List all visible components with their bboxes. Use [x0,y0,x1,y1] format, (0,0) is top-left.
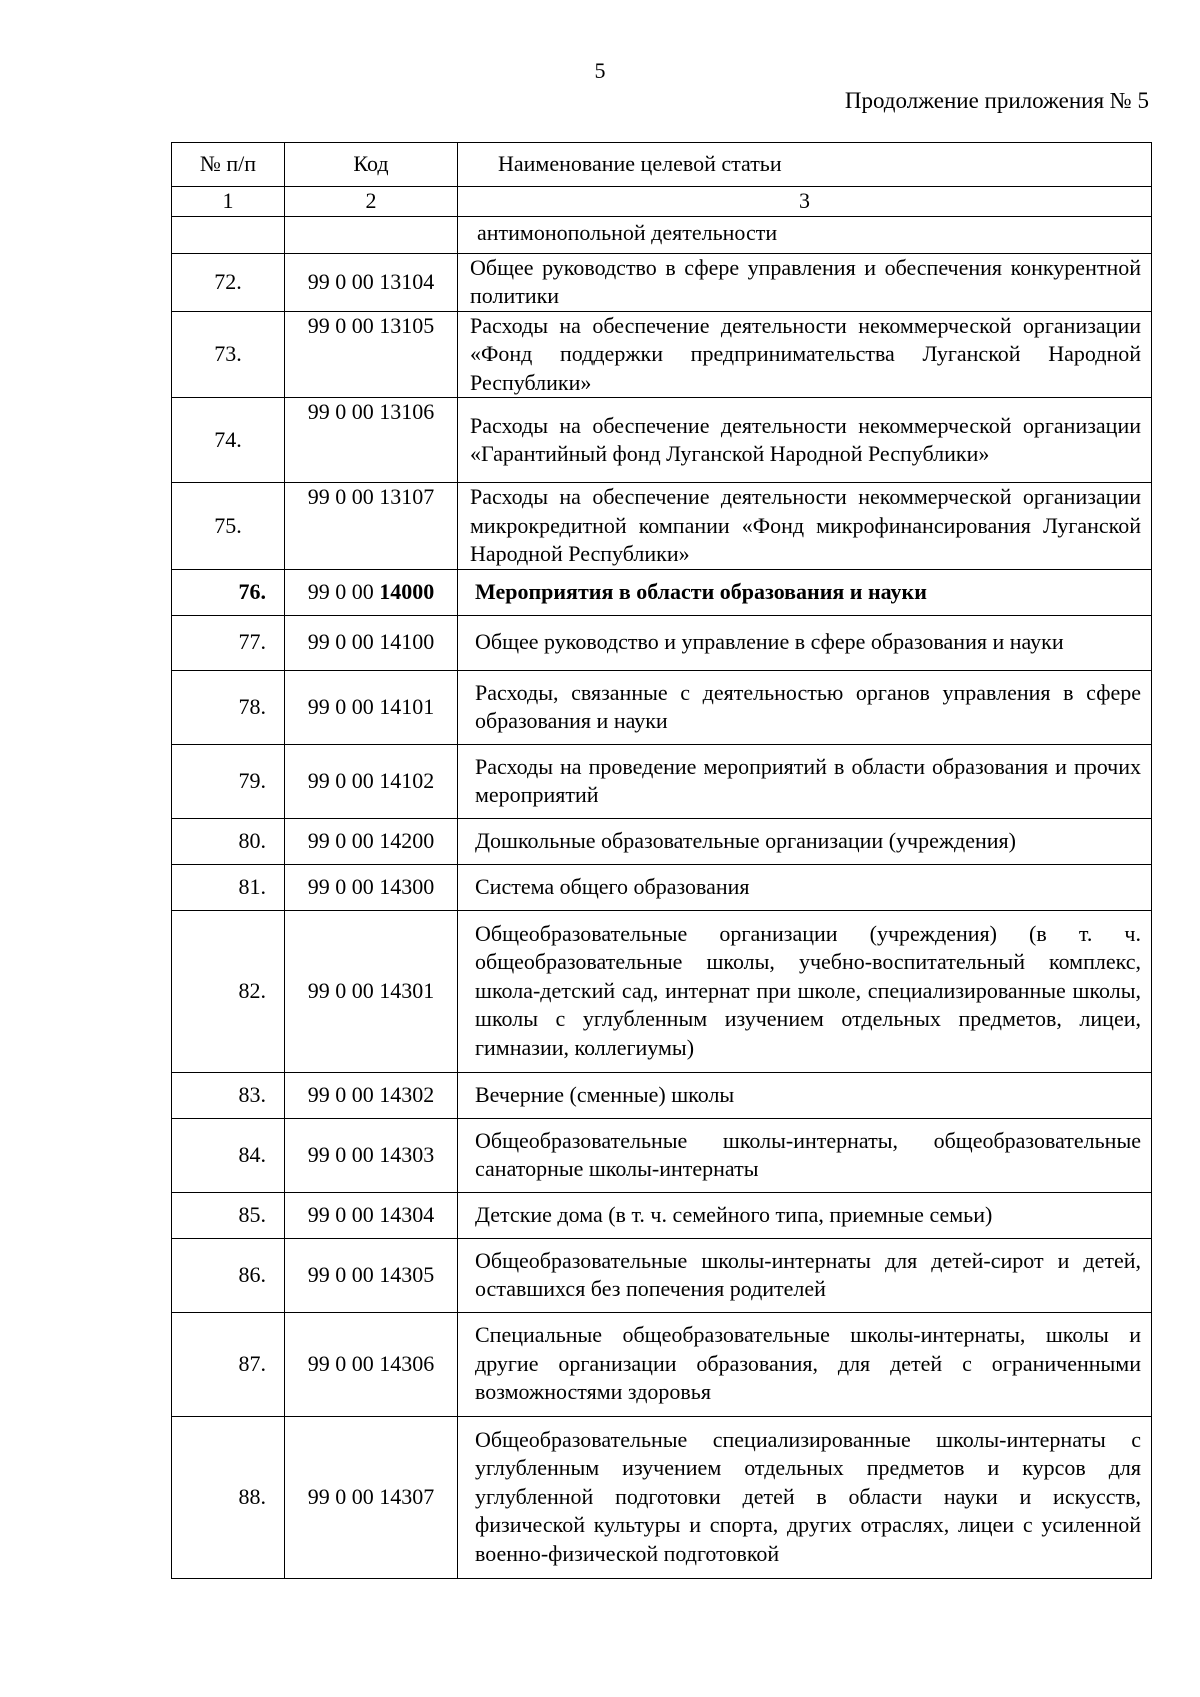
row-code: 99 0 00 14303 [285,1118,458,1192]
row-number: 72. [172,253,285,311]
row-code: 99 0 00 14306 [285,1312,458,1416]
header-code: Код [285,143,458,187]
row-number: 81. [172,864,285,910]
row-number: 87. [172,1312,285,1416]
column-number-2: 2 [285,187,458,217]
row-code: 99 0 00 13104 [285,253,458,311]
row-code: 99 0 00 13105 [285,311,458,398]
table-row [172,398,1152,483]
table-header-row [172,143,1152,187]
row-name: Общеобразовательные школы-интернаты, общеобразовательные санаторные школы-интернаты [458,1118,1152,1192]
row-name: Детские дома (в т. ч. семейного типа, приемные семьи) [458,1192,1152,1238]
row-code-bold: 14000 [379,578,435,604]
row-name: Расходы на обеспечение деятельности некоммерческой организации «Фонд поддержки предпринимательства Луганской Народной Республики» [458,311,1152,398]
table-row [172,670,1152,744]
row-name: Общеобразовательные специализированные школы-интернаты с углубленным изучением отдельных предметов и курсов для углубленной подготовки детей в области науки и искусств, физической культуры и спорта, других отраслях, лицеи с усиленной военно-физической подготовкой [458,1416,1152,1578]
row-number: 86. [172,1238,285,1312]
table-row [172,818,1152,864]
table-row [172,216,1152,253]
row-name: Общее руководство и управление в сфере образования и науки [458,615,1152,670]
table-row [172,744,1152,818]
row-number: 75. [172,483,285,570]
row-name: Вечерние (сменные) школы [458,1072,1152,1118]
row-name: Расходы на обеспечение деятельности некоммерческой организации «Гарантийный фонд Луганской Народной Республики» [458,398,1152,483]
table-row [172,910,1152,1072]
header-number: № п/п [172,143,285,187]
row-number: 82. [172,910,285,1072]
column-number-3: 3 [458,187,1152,217]
row-code: 99 0 00 14100 [285,615,458,670]
row-number: 88. [172,1416,285,1578]
row-number: 83. [172,1072,285,1118]
header-name: Наименование целевой статьи [458,143,1152,187]
target-articles-table [171,142,1152,1579]
row-number: 85. [172,1192,285,1238]
row-name: Расходы, связанные с деятельностью органов управления в сфере образования и науки [458,670,1152,744]
row-number: 74. [172,398,285,483]
row-code: 99 0 00 14302 [285,1072,458,1118]
row-code: 99 0 00 14101 [285,670,458,744]
row-number: 73. [172,311,285,398]
row-code [285,216,458,253]
row-name: Общеобразовательные школы-интернаты для детей-сирот и детей, оставшихся без попечения родителей [458,1238,1152,1312]
row-code: 99 0 00 14305 [285,1238,458,1312]
table-row [172,253,1152,311]
row-code: 99 0 00 14301 [285,910,458,1072]
table-row [172,1192,1152,1238]
row-name: Мероприятия в области образования и науки [458,569,1152,615]
row-name: антимонопольной деятельности [458,216,1152,253]
table-row [172,1312,1152,1416]
row-number [172,216,285,253]
row-number: 78. [172,670,285,744]
table-row [172,615,1152,670]
continuation-label: Продолжение приложения № 5 [844,88,1149,113]
row-code: 99 0 00 14102 [285,744,458,818]
row-code: 99 0 00 14300 [285,864,458,910]
row-name: Дошкольные образовательные организации (учреждения) [458,818,1152,864]
row-code [285,569,458,615]
table-row [172,1118,1152,1192]
row-name: Расходы на обеспечение деятельности некоммерческой организации микрокредитной компании «Фонд микрофинансирования Луганской Народной Республики» [458,483,1152,570]
row-number: 79. [172,744,285,818]
table-row [172,864,1152,910]
row-number: 76. [172,569,285,615]
table-row [172,311,1152,398]
row-code: 99 0 00 13107 [285,483,458,570]
row-code: 99 0 00 13106 [285,398,458,483]
row-code: 99 0 00 14304 [285,1192,458,1238]
row-code-prefix: 99 0 00 [307,578,380,604]
page-number: 5 [594,58,606,83]
column-numbers-row [172,187,1152,217]
row-name: Специальные общеобразовательные школы-интернаты, школы и другие организации образования, для детей с ограниченными возможностями здоровья [458,1312,1152,1416]
column-number-1: 1 [172,187,285,217]
row-number: 84. [172,1118,285,1192]
row-number: 80. [172,818,285,864]
row-code: 99 0 00 14307 [285,1416,458,1578]
row-name: Общеобразовательные организации (учреждения) (в т. ч. общеобразовательные школы, учебно-воспитательный комплекс, школа-детский сад, интернат при школе, специализированные школы, школы с углубленным изучением отдельных предметов, лицеи, гимназии, коллегиумы) [458,910,1152,1072]
table-row [172,1416,1152,1578]
table-row [172,1072,1152,1118]
table-row [172,1238,1152,1312]
row-number: 77. [172,615,285,670]
row-name: Расходы на проведение мероприятий в области образования и прочих мероприятий [458,744,1152,818]
row-code: 99 0 00 14200 [285,818,458,864]
table-row-section [172,569,1152,615]
row-name: Система общего образования [458,864,1152,910]
row-name: Общее руководство в сфере управления и обеспечения конкурентной политики [458,253,1152,311]
table-row [172,483,1152,570]
